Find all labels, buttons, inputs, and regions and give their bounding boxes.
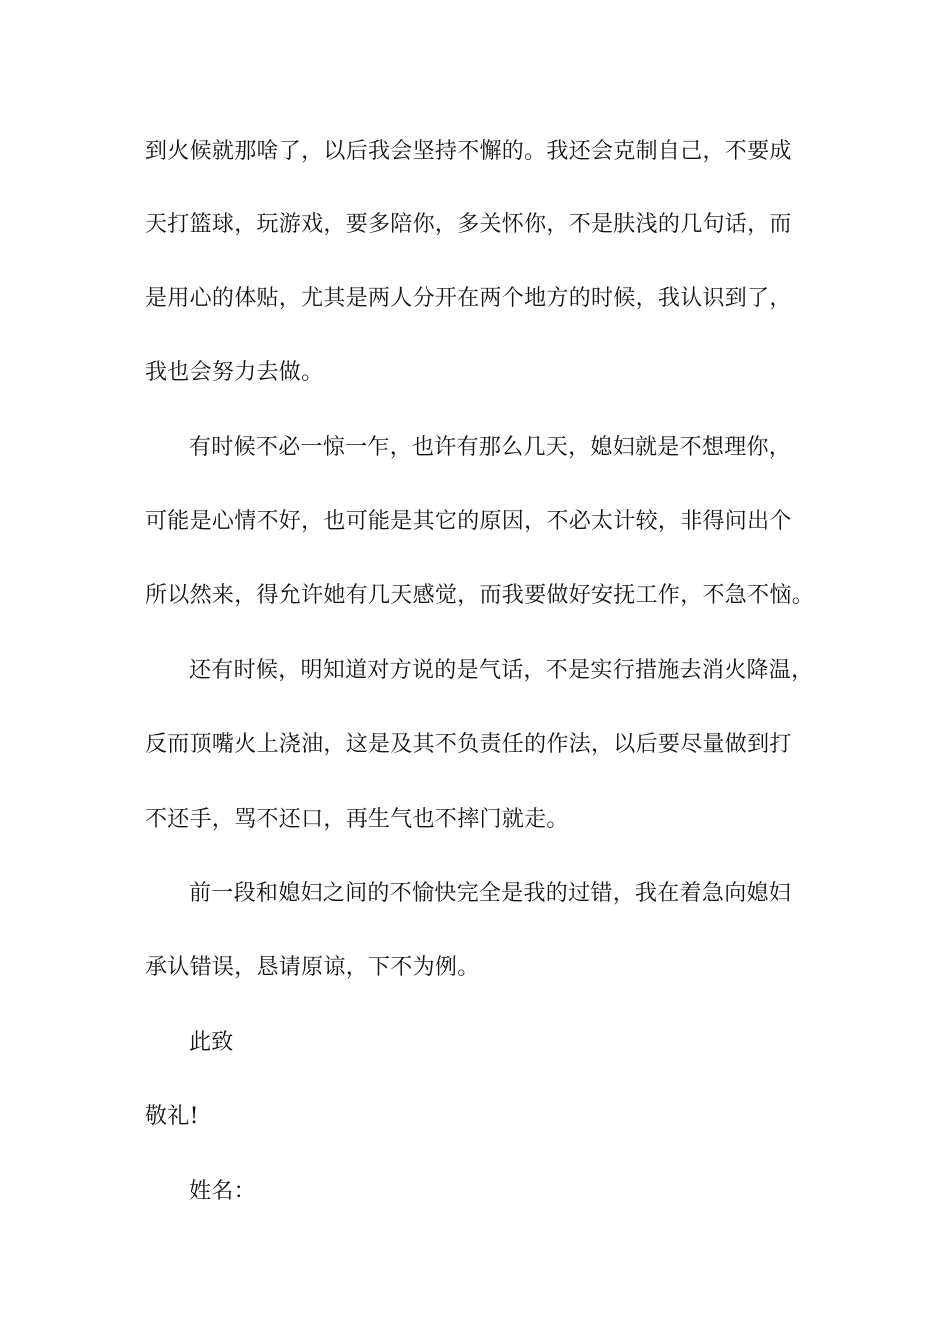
body-line: 可能是心情不好，也可能是其它的原因，不必太计较，非得问出个: [145, 509, 792, 534]
body-line: 不还手，骂不还口，再生气也不摔门就走。: [145, 807, 569, 832]
salute-text: 敬礼!: [145, 1104, 199, 1129]
body-line: 到火候就那啥了，以后我会坚持不懈的。我还会克制自己，不要成: [145, 139, 792, 164]
name-label: 姓名：: [189, 1179, 256, 1204]
body-line: 所以然来，得允许她有几天感觉，而我要做好安抚工作，不急不恼。: [145, 583, 815, 608]
body-line: 我也会努力去做。: [145, 360, 324, 385]
body-line: 反而顶嘴火上浇油，这是及其不负责任的作法，以后要尽量做到打: [145, 732, 792, 757]
paragraph-start-line: 有时候不必一惊一乍，也许有那么几天，媳妇就是不想理你，: [189, 435, 792, 460]
paragraph-start-line: 还有时候，明知道对方说的是气话，不是实行措施去消火降温，: [189, 658, 814, 683]
paragraph-start-line: 前一段和媳妇之间的不愉快完全是我的过错，我在着急向媳妇: [189, 881, 792, 906]
closing-text: 此致: [189, 1030, 234, 1055]
body-line: 天打篮球，玩游戏，要多陪你，多关怀你，不是肤浅的几句话，而: [145, 212, 792, 237]
body-line: 承认错误，恳请原谅，下不为例。: [145, 955, 480, 980]
body-line: 是用心的体贴，尤其是两人分开在两个地方的时候，我认识到了，: [145, 286, 792, 311]
